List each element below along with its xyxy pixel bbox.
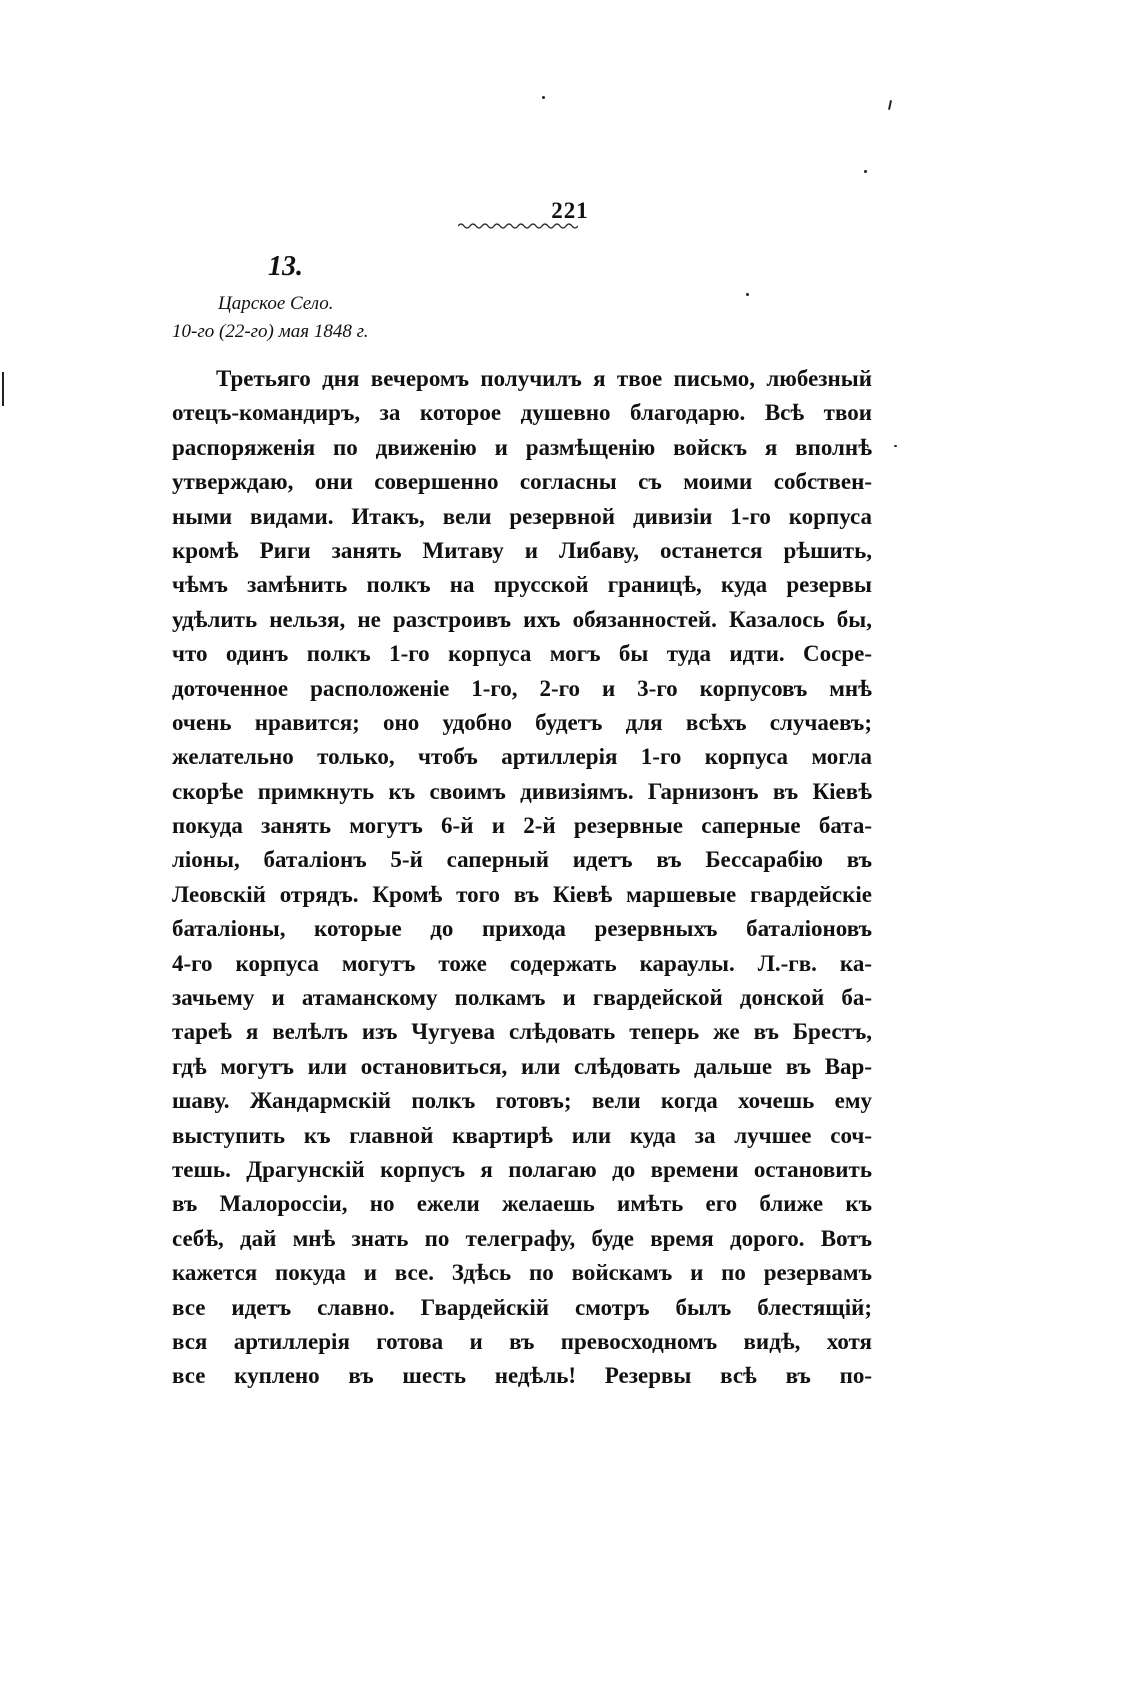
body-line: тешь. Драгунскій корпусъ я полагаю до времени остановить xyxy=(172,1156,872,1182)
letter-body xyxy=(172,362,872,1394)
body-line: Леовскій отрядъ. Кромѣ того въ Кіевѣ маршевые гвардейскіе xyxy=(172,881,872,907)
body-line: скорѣе примкнуть къ своимъ дивизіямъ. Гарнизонъ въ Кіевѣ xyxy=(172,778,872,804)
body-line: себѣ, дай мнѣ знать по телеграфу, буде время дорого. Вотъ xyxy=(172,1225,872,1251)
body-line: желательно только, чтобъ артиллерія 1-го корпуса могла xyxy=(172,744,872,770)
body-line: гдѣ могутъ или остановиться, или слѣдовать дальше въ Вар- xyxy=(172,1053,872,1079)
scan-speck xyxy=(888,100,892,110)
body-line: зачьему и атаманскому полкамъ и гвардейской донской ба- xyxy=(172,985,872,1011)
body-line: выступить къ главной квартирѣ или куда за лучшее соч- xyxy=(172,1122,872,1148)
body-line: доточенное расположеніе 1-го, 2-го и 3-го корпусовъ мнѣ xyxy=(172,675,872,701)
scan-speck xyxy=(746,293,749,296)
letter-place: Царское Село. xyxy=(218,293,334,314)
body-line: ліоны, баталіонъ 5-й саперный идетъ въ Бессарабію въ xyxy=(172,847,872,873)
scan-speck xyxy=(2,372,4,406)
body-line: кажется покуда и все. Здѣсь по войскамъ и по резервамъ xyxy=(172,1260,872,1286)
wavy-rule-ornament xyxy=(458,222,578,230)
body-line: шаву. Жандармскій полкъ готовъ; вели когда хочешь ему xyxy=(172,1088,872,1114)
scan-speck xyxy=(542,96,545,99)
body-line: все куплено въ шесть недѣль! Резервы всѣ въ по- xyxy=(172,1363,872,1389)
body-line: все идетъ славно. Гвардейскій смотръ былъ блестящій; xyxy=(172,1294,872,1320)
body-line: кромѣ Риги занять Митаву и Либаву, останется рѣшить, xyxy=(172,537,872,563)
body-line: въ Малороссіи, но ежели желаешь имѣть его ближе къ xyxy=(172,1191,872,1217)
body-line: что одинъ полкъ 1-го корпуса могъ бы туда идти. Сосре- xyxy=(172,641,872,667)
body-line: вся артиллерія готова и въ превосходномъ видѣ, хотя xyxy=(172,1328,872,1354)
body-line: чѣмъ замѣнить полкъ на прусской границѣ, куда резервы xyxy=(172,572,872,598)
scan-speck xyxy=(894,445,897,447)
body-line: удѣлить нельзя, не разстроивъ ихъ обязанностей. Казалось бы, xyxy=(172,606,872,632)
body-line: очень нравится; оно удобно будетъ для всѣхъ случаевъ; xyxy=(172,709,872,735)
body-line: покуда занять могутъ 6-й и 2-й резервные саперные бата- xyxy=(172,813,872,839)
body-line: тареѣ я велѣлъ изъ Чугуева слѣдовать теперь же въ Брестъ, xyxy=(172,1019,872,1045)
body-line: распоряженія по движенію и размѣщенію войскъ я вполнѣ xyxy=(172,434,872,460)
letter-number: 13. xyxy=(268,251,303,282)
body-line: баталіоны, которые до прихода резервныхъ баталіоновъ xyxy=(172,916,872,942)
scan-speck xyxy=(864,170,867,173)
body-line: Третьяго дня вечеромъ получилъ я твое письмо, любезный xyxy=(216,366,872,391)
letter-date: 10-го (22-го) мая 1848 г. xyxy=(172,321,369,342)
page-number: 221 xyxy=(551,198,589,223)
body-line: 4-го корпуса могутъ тоже содержать караулы. Л.-гв. ка- xyxy=(172,950,872,976)
body-line: ными видами. Итакъ, вели резервной дивизіи 1-го корпуса xyxy=(172,503,872,529)
body-line: утверждаю, они совершенно согласны съ моими собствен- xyxy=(172,469,872,495)
body-line: отецъ-командиръ, за которое душевно благодарю. Всѣ твои xyxy=(172,400,872,426)
